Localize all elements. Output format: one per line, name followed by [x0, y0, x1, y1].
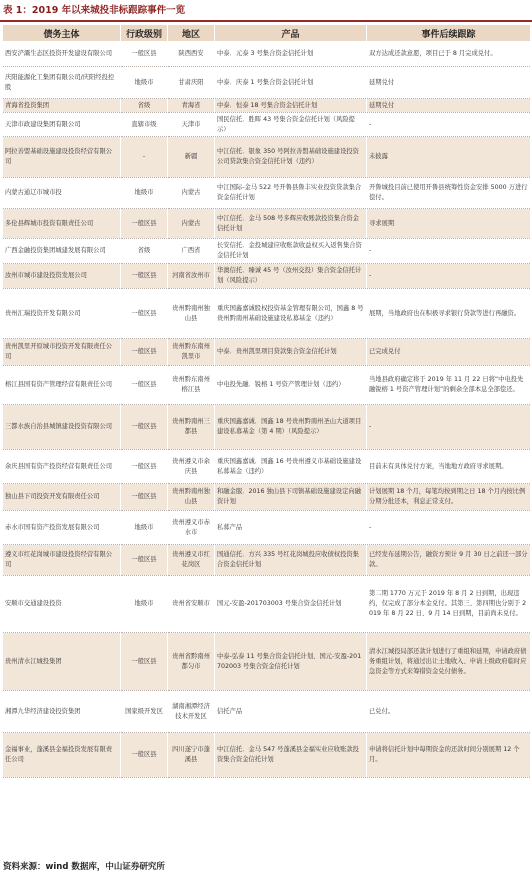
cell-level: 一般区县 — [121, 405, 168, 450]
cell-entity: 遵义市红花岗城市建设投资经营有限公司 — [3, 545, 121, 576]
cell-entity: 贵州清水江城投集团 — [3, 633, 121, 691]
table-row — [3, 633, 531, 691]
cell-entity: 庆阳能源化工集团有限公司/庆阳经投控股 — [3, 67, 121, 99]
cell-product: 私募产品 — [215, 511, 367, 545]
header-region: 地区 — [168, 25, 215, 42]
cell-level: 一般区县 — [121, 484, 168, 511]
cell-product: 中泰．庆泰 1 号集合资金信托计划 — [215, 67, 367, 99]
cell-level: 一般区县 — [121, 733, 168, 778]
cell-entity: 天津市政建设集团有限公司 — [3, 113, 121, 137]
cell-followup: 展期，当地政府也在积极寻求银行贷款等进行再融资。 — [367, 289, 531, 339]
cell-level: 一般区县 — [121, 289, 168, 339]
cell-product: 中江信托．金马 547 号蓬溪县金福实业应收账款投资集合资金信托计划 — [215, 733, 367, 778]
cell-followup: 申请将信托计划中每期资金的还款时间分别展期 12 个月。 — [367, 733, 531, 778]
cell-region: 贵州黔南州独山县 — [168, 289, 215, 339]
cell-product: 国通信托．方兴 335 号红花岗城投应收债权投资集合资金信托计划 — [215, 545, 367, 576]
cell-followup: 未披露 — [367, 137, 531, 178]
cell-followup: 延期兑付 — [367, 99, 531, 113]
source-note: 资料来源：wind 数据库，中山证券研究所 — [3, 862, 165, 872]
cell-level: 地级市 — [121, 511, 168, 545]
table-row — [3, 137, 531, 178]
cell-product: 国元-安盈-201703003 号集合资金信托计划 — [215, 576, 367, 633]
cell-entity: 独山县下司投资开发有限责任公司 — [3, 484, 121, 511]
cell-level: 一般区县 — [121, 633, 168, 691]
cell-entity: 阿拉善盟基础设施建设投资经营有限公司 — [3, 137, 121, 178]
cell-level: 一般区县 — [121, 264, 168, 289]
table-title: 表 1：2019 年以来城投非标跟踪事件一览 — [3, 5, 186, 16]
cell-product: 重庆国鑫嘉诚．国鑫 16 号贵州遵义市基础设施建设私募基金（违约） — [215, 450, 367, 484]
cell-level: 一般区县 — [121, 42, 168, 67]
cell-region: 贵州省黔南州都匀市 — [168, 633, 215, 691]
cell-product: 中江信托．银象 350 号阿拉善盟基础设施建设投资公司贷款集合资金信托计划（违约） — [215, 137, 367, 178]
cell-region: 四川遂宁市蓬溪县 — [168, 733, 215, 778]
header-followup: 事件后续跟踪 — [367, 25, 531, 42]
cell-entity: 汝州市城市建设投资发展公司 — [3, 264, 121, 289]
cell-level: 国家级开发区 — [121, 691, 168, 733]
cell-product: 长安信托．金投城建应收账款收益权买入返售集合资金信托计划 — [215, 239, 367, 264]
cell-product: 信托产品 — [215, 691, 367, 733]
table-row — [3, 239, 531, 264]
cell-region: 天津市 — [168, 113, 215, 137]
cell-product: 重庆国鑫嘉诚股权投资基金管理有限公司，国鑫 8 号贵州黔南州基础设施建设私募基金（违约） — [215, 289, 367, 339]
cell-followup: - — [367, 405, 531, 450]
cell-followup: 已兑付。 — [367, 691, 531, 733]
cell-level: 一般区县 — [121, 545, 168, 576]
cell-product: 华澳信托．臻诚 45 号（汝州交投）集合资金信托计划（风险提示） — [215, 264, 367, 289]
header-level: 行政级别 — [121, 25, 168, 42]
cell-product: 国民信托．胜晖 43 号集合资金信托计划（风险提示） — [215, 113, 367, 137]
table-body — [3, 42, 531, 778]
cell-level: 一般区县 — [121, 366, 168, 405]
cell-followup: - — [367, 511, 531, 545]
cell-region: 贵州黔东南州榕江县 — [168, 366, 215, 405]
cell-followup: - — [367, 264, 531, 289]
table-row — [3, 511, 531, 545]
cell-entity: 余庆县国有资产投资经营有限责任公司 — [3, 450, 121, 484]
cell-product: 和融金服．2016 独山县下司镇基础设施建设定向融资计划 — [215, 484, 367, 511]
cell-region: 贵州遵义市红花岗区 — [168, 545, 215, 576]
cell-region: 广西省 — [168, 239, 215, 264]
cell-product: 中泰．贵州凯里项目贷款集合资金信托计划 — [215, 339, 367, 366]
table-row — [3, 209, 531, 239]
cell-entity: 多伦县辉城市投资有限责任公司 — [3, 209, 121, 239]
cell-followup: 开鲁城投目前已使用开鲁县统筹性资金安排 5000 万进行偿付。 — [367, 178, 531, 209]
cell-level: 地级市 — [121, 67, 168, 99]
header-entity: 债务主体 — [3, 25, 121, 42]
table-row — [3, 733, 531, 778]
cell-product: 中江国际-金马 522 号开鲁县鲁丰实业投资贷款集合资金信托计划 — [215, 178, 367, 209]
cell-region: 青海省 — [168, 99, 215, 113]
table-row — [3, 576, 531, 633]
cell-region: 贵州黔南州三都县 — [168, 405, 215, 450]
table-row — [3, 450, 531, 484]
table-row — [3, 113, 531, 137]
table-row — [3, 484, 531, 511]
table-row — [3, 178, 531, 209]
table-row — [3, 405, 531, 450]
cell-level: 地级市 — [121, 178, 168, 209]
cell-entity: 西安浐灞生态区投资开发建设有限公司 — [3, 42, 121, 67]
cell-followup: 计划展期 18 个月，每笔均按到期之日 18 个月内按比例分期分批还本，利息正常支付。 — [367, 484, 531, 511]
table-row — [3, 691, 531, 733]
events-table — [2, 24, 531, 778]
cell-product: 中泰．元泰 3 号集合资金信托计划 — [215, 42, 367, 67]
cell-entity: 贵州汇瑞投资开发有限公司 — [3, 289, 121, 339]
cell-followup: 当地县政府确定将于 2019 年 11 月 22 日将“中电投先融锐榕 1 号资产管理计划”的剩余全部本息全部偿还。 — [367, 366, 531, 405]
cell-followup: 已完成兑付 — [367, 339, 531, 366]
cell-product: 中江信托．金马 508 号多辉应收账款投资集合资金信托计划 — [215, 209, 367, 239]
cell-entity: 榕江县国有资产管理经营有限责任公司 — [3, 366, 121, 405]
cell-region: 贵州黔南州独山县 — [168, 484, 215, 511]
cell-region: 贵州省安顺市 — [168, 576, 215, 633]
table-row — [3, 339, 531, 366]
cell-product: 中电投先融．锐榕 1 号资产管理计划（违约） — [215, 366, 367, 405]
cell-region: 湖南湘潭经济技术开发区 — [168, 691, 215, 733]
cell-followup: 延期兑付 — [367, 67, 531, 99]
cell-region: 贵州遵义市余庆县 — [168, 450, 215, 484]
cell-level: 一般区县 — [121, 339, 168, 366]
cell-followup: 第二期 1770 万元于 2019 年 8 月 2 日到期，出现违约，仅完成了部分本金兑付。其第三、第四期也分别于 2019 年 8 月 22 日、9 月 14 日到期，目前尚未兑付。 — [367, 576, 531, 633]
cell-followup: 已经发布延期公告，融资方预计 9 月 30 日之前还一部分款。 — [367, 545, 531, 576]
table-row — [3, 264, 531, 289]
cell-entity: 赤水市国有资产投资发展有限公司 — [3, 511, 121, 545]
table-row — [3, 545, 531, 576]
cell-level: - — [121, 137, 168, 178]
cell-entity: 安顺市交通建设投资 — [3, 576, 121, 633]
table-row — [3, 289, 531, 339]
cell-entity: 广西金融投资集团城建发展有限公司 — [3, 239, 121, 264]
cell-level: 一般区县 — [121, 209, 168, 239]
cell-entity: 贵州凯里开原城市投资开发有限责任公司 — [3, 339, 121, 366]
cell-level: 地级市 — [121, 576, 168, 633]
title-rule — [0, 20, 532, 22]
cell-region: 内蒙古 — [168, 209, 215, 239]
cell-entity: 内蒙古通辽市城市投 — [3, 178, 121, 209]
table-row — [3, 99, 531, 113]
cell-level: 省级 — [121, 239, 168, 264]
cell-region: 贵州黔东南州凯里市 — [168, 339, 215, 366]
cell-entity: 三都水族自治县城镇建设投资有限公司 — [3, 405, 121, 450]
table-row — [3, 42, 531, 67]
cell-product: 重庆国鑫嘉诚．国鑫 18 号贵州黔南州圣山大道项目建设私募基金（第 4 期）（风险提示） — [215, 405, 367, 450]
cell-product: 中泰-弘泰 11 号集合资金信托计划、国元-安盈-201702003 号集合资金信托计划 — [215, 633, 367, 691]
cell-followup: - — [367, 239, 531, 264]
table-header-row — [3, 25, 531, 42]
cell-followup: 清水江城投局部还款计划进行了重组和延期，申请政府债务重组计划，将通过出让土地收入、申请上级政府临时应急资金等方式来筹措资金兑付债务。 — [367, 633, 531, 691]
cell-region: 甘肃庆阳 — [168, 67, 215, 99]
cell-level: 直辖市级 — [121, 113, 168, 137]
cell-region: 内蒙古 — [168, 178, 215, 209]
cell-followup: 寻求展期 — [367, 209, 531, 239]
cell-region: 河南省汝州市 — [168, 264, 215, 289]
cell-product: 中泰．恒泰 18 号集合资金信托计划 — [215, 99, 367, 113]
cell-entity: 青海省投资集团 — [3, 99, 121, 113]
cell-followup: - — [367, 113, 531, 137]
cell-level: 一般区县 — [121, 450, 168, 484]
cell-level: 省级 — [121, 99, 168, 113]
cell-entity: 金福事业，蓬溪县金福投资发展有限责任公司 — [3, 733, 121, 778]
cell-entity: 湘潭九华经济建设投资集团 — [3, 691, 121, 733]
table-row — [3, 366, 531, 405]
table-row — [3, 67, 531, 99]
cell-region: 贵州遵义市赤水市 — [168, 511, 215, 545]
header-product: 产品 — [215, 25, 367, 42]
cell-region: 陕西西安 — [168, 42, 215, 67]
cell-followup: 目前未有具体兑付方案，当地地方政府寻求展期。 — [367, 450, 531, 484]
cell-region: 新疆 — [168, 137, 215, 178]
cell-followup: 双方达成还款意愿，项目已于 8 月完成兑付。 — [367, 42, 531, 67]
